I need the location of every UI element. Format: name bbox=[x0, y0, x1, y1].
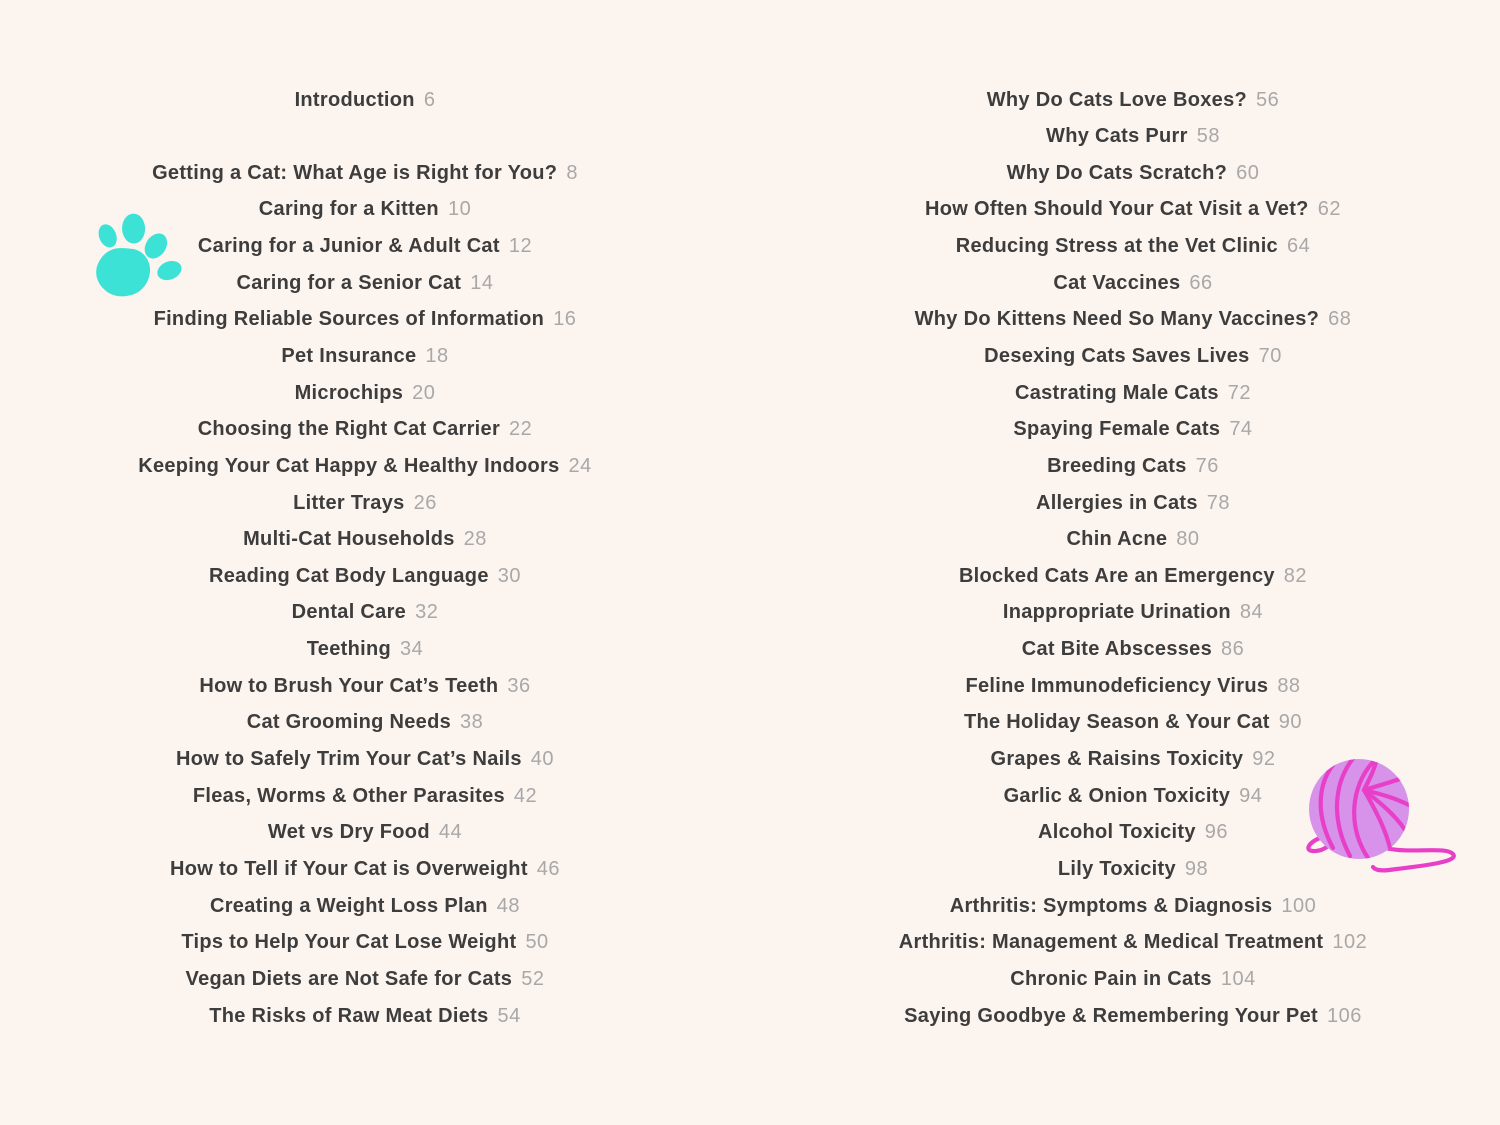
toc-entry-title: Feline Immunodeficiency Virus bbox=[965, 674, 1269, 697]
toc-entry-title: Creating a Weight Loss Plan bbox=[209, 894, 488, 917]
toc-entry-page-number: 56 bbox=[1256, 88, 1280, 111]
toc-entry-page-number: 28 bbox=[463, 528, 487, 551]
toc-entry-page-number: 68 bbox=[1328, 308, 1352, 331]
toc-entry-title: Inappropriate Urination bbox=[1002, 601, 1231, 624]
toc-entry-page-number: 40 bbox=[530, 748, 555, 771]
toc-entry-title: Microchips bbox=[294, 381, 404, 404]
toc-entry-title: Reading Cat Body Language bbox=[209, 564, 489, 587]
toc-entry-page-number: 62 bbox=[1317, 198, 1341, 221]
toc-entry-title: Why Do Cats Scratch? bbox=[1006, 161, 1228, 184]
toc-entry bbox=[25, 155, 705, 192]
toc-entry bbox=[793, 595, 1473, 632]
toc-entry bbox=[793, 815, 1473, 852]
toc-entry-title: Arthritis: Management & Medical Treatment bbox=[898, 931, 1324, 954]
toc-entry-title: Castrating Male Cats bbox=[1014, 381, 1219, 404]
toc-entry bbox=[25, 741, 705, 778]
toc-entry-page-number: 78 bbox=[1206, 491, 1231, 514]
toc-entry-title: Finding Reliable Sources of Information bbox=[153, 308, 545, 331]
toc-entry-page-number: 20 bbox=[412, 381, 436, 404]
toc-entry-title: Why Do Cats Love Boxes? bbox=[986, 88, 1248, 111]
toc-entry bbox=[25, 778, 705, 815]
toc-entry-page-number: 24 bbox=[568, 454, 592, 477]
toc-entry-page-number: 50 bbox=[525, 931, 549, 954]
toc-left-column bbox=[25, 82, 705, 1035]
toc-entry-title: Cat Bite Abscesses bbox=[1021, 638, 1213, 661]
toc-entry-page-number: 38 bbox=[460, 711, 484, 734]
toc-entry-page-number: 72 bbox=[1227, 381, 1252, 404]
toc-entry-title: Caring for a Kitten bbox=[258, 198, 439, 221]
toc-entry-title: The Risks of Raw Meat Diets bbox=[209, 1004, 489, 1027]
toc-entry bbox=[793, 705, 1473, 742]
toc-entry-page-number: 8 bbox=[566, 161, 578, 184]
toc-entry bbox=[25, 228, 705, 265]
toc-entry bbox=[25, 265, 705, 302]
toc-entry-page-number: 12 bbox=[508, 235, 533, 258]
toc-entry bbox=[25, 192, 705, 229]
toc-entry-title: How to Safely Trim Your Cat’s Nails bbox=[175, 748, 522, 771]
toc-entry bbox=[25, 924, 705, 961]
toc-entry bbox=[25, 705, 705, 742]
toc-entry bbox=[25, 521, 705, 558]
toc-entry bbox=[793, 302, 1473, 339]
toc-entry-page-number: 54 bbox=[497, 1004, 521, 1027]
toc-entry-page-number: 36 bbox=[507, 674, 531, 697]
toc-entry-title: How to Tell if Your Cat is Overweight bbox=[169, 857, 528, 880]
toc-entry-title: Alcohol Toxicity bbox=[1037, 821, 1196, 844]
toc-entry-page-number: 74 bbox=[1229, 418, 1253, 441]
toc-entry-title: Multi-Cat Households bbox=[243, 528, 455, 551]
toc-entry-page-number: 80 bbox=[1176, 528, 1200, 551]
toc-entry bbox=[25, 631, 705, 668]
toc-entry bbox=[25, 998, 705, 1035]
toc-entry bbox=[25, 668, 705, 705]
toc-entry-title: Allergies in Cats bbox=[1035, 491, 1198, 514]
toc-entry-page-number: 44 bbox=[438, 821, 463, 844]
toc-entry-page-number: 10 bbox=[447, 198, 472, 221]
toc-entry-title: Pet Insurance bbox=[281, 344, 417, 367]
toc-entry-page-number: 82 bbox=[1283, 564, 1308, 587]
toc-entry bbox=[793, 521, 1473, 558]
toc-entry-title: Choosing the Right Cat Carrier bbox=[197, 418, 501, 441]
toc-entry bbox=[25, 815, 705, 852]
toc-entry-title: Grapes & Raisins Toxicity bbox=[990, 748, 1244, 771]
toc-entry bbox=[793, 265, 1473, 302]
toc-entry-title: Fleas, Worms & Other Parasites bbox=[192, 784, 505, 807]
toc-entry bbox=[25, 375, 705, 412]
toc-entry-title: Introduction bbox=[294, 88, 415, 111]
toc-entry-page-number: 34 bbox=[400, 638, 424, 661]
toc-entry-page-number: 92 bbox=[1252, 748, 1276, 771]
toc-entry bbox=[793, 778, 1473, 815]
toc-entry-page-number: 52 bbox=[521, 967, 545, 990]
toc-entry-title: How to Brush Your Cat’s Teeth bbox=[199, 674, 499, 697]
toc-entry-title: Lily Toxicity bbox=[1057, 857, 1176, 880]
toc-entry-title: How Often Should Your Cat Visit a Vet? bbox=[925, 198, 1309, 221]
toc-entry-title: Garlic & Onion Toxicity bbox=[1003, 784, 1231, 807]
toc-entry-title: Caring for a Senior Cat bbox=[236, 271, 462, 294]
toc-entry-title: Blocked Cats Are an Emergency bbox=[958, 564, 1275, 587]
toc-entry bbox=[25, 338, 705, 375]
toc-entry-page-number: 100 bbox=[1281, 894, 1317, 917]
toc-entry-title: Reducing Stress at the Vet Clinic bbox=[955, 235, 1278, 258]
toc-entry bbox=[25, 448, 705, 485]
toc-entry bbox=[25, 888, 705, 925]
toc-entry-page-number: 6 bbox=[423, 88, 436, 111]
toc-entry-title: Breeding Cats bbox=[1047, 454, 1187, 477]
toc-entry-page-number: 104 bbox=[1220, 967, 1256, 990]
toc-entry-title: Why Do Kittens Need So Many Vaccines? bbox=[914, 308, 1320, 331]
toc-entry-page-number: 48 bbox=[496, 894, 521, 917]
toc-entry-page-number: 64 bbox=[1286, 235, 1311, 258]
toc-entry-title: Caring for a Junior & Adult Cat bbox=[197, 235, 500, 258]
toc-entry-page-number: 106 bbox=[1326, 1004, 1362, 1027]
toc-entry-page-number: 16 bbox=[553, 308, 577, 331]
toc-entry-title: Spaying Female Cats bbox=[1013, 418, 1221, 441]
toc-entry-page-number: 32 bbox=[415, 601, 439, 624]
toc-entry-page-number: 96 bbox=[1204, 821, 1229, 844]
toc-entry bbox=[793, 228, 1473, 265]
toc-entry bbox=[25, 411, 705, 448]
toc-entry-title: Cat Vaccines bbox=[1053, 271, 1181, 294]
toc-entry-page-number: 22 bbox=[509, 418, 533, 441]
toc-entry-title: Chin Acne bbox=[1066, 528, 1168, 551]
toc-entry bbox=[793, 485, 1473, 522]
toc-entry bbox=[25, 558, 705, 595]
toc-entry bbox=[793, 192, 1473, 229]
toc-entry-title: The Holiday Season & Your Cat bbox=[963, 711, 1270, 734]
toc-entry-page-number: 94 bbox=[1239, 784, 1263, 807]
toc-entry bbox=[793, 448, 1473, 485]
toc-entry-page-number: 86 bbox=[1221, 638, 1245, 661]
toc-entry-page-number: 14 bbox=[470, 271, 494, 294]
toc-entry bbox=[25, 82, 705, 119]
toc-entry-page-number: 98 bbox=[1184, 857, 1209, 880]
toc-entry-page-number: 90 bbox=[1278, 711, 1303, 734]
toc-entry bbox=[793, 851, 1473, 888]
toc-entry-page-number: 88 bbox=[1277, 674, 1301, 697]
toc-entry bbox=[793, 82, 1473, 119]
toc-right-column bbox=[793, 82, 1473, 1035]
toc-entry bbox=[793, 558, 1473, 595]
toc-entry bbox=[25, 485, 705, 522]
toc-entry-title: Cat Grooming Needs bbox=[246, 711, 452, 734]
toc-entry-title: Chronic Pain in Cats bbox=[1010, 967, 1212, 990]
toc-entry-page-number: 102 bbox=[1332, 931, 1368, 954]
toc-entry bbox=[793, 998, 1473, 1035]
toc-entry-page-number: 18 bbox=[425, 344, 449, 367]
toc-entry-title: Dental Care bbox=[291, 601, 407, 624]
toc-entry bbox=[793, 668, 1473, 705]
toc-entry-title: Saying Goodbye & Remembering Your Pet bbox=[904, 1004, 1318, 1027]
toc-entry bbox=[793, 118, 1473, 155]
toc-entry-title: Litter Trays bbox=[293, 491, 405, 514]
toc-entry-title: Vegan Diets are Not Safe for Cats bbox=[185, 967, 513, 990]
toc-entry-page-number: 58 bbox=[1196, 125, 1220, 148]
toc-entry bbox=[25, 302, 705, 339]
toc-entry-page-number: 46 bbox=[536, 857, 561, 880]
toc-entry-title: Arthritis: Symptoms & Diagnosis bbox=[949, 894, 1273, 917]
toc-entry bbox=[793, 924, 1473, 961]
toc-entry-page-number: 76 bbox=[1195, 454, 1219, 477]
toc-entry-title: Keeping Your Cat Happy & Healthy Indoors bbox=[138, 454, 560, 477]
toc-entry-title: Tips to Help Your Cat Lose Weight bbox=[181, 931, 517, 954]
toc-entry bbox=[793, 375, 1473, 412]
toc-entry bbox=[25, 851, 705, 888]
toc-entry-page-number: 70 bbox=[1258, 344, 1282, 367]
toc-entry-page-number: 30 bbox=[497, 564, 521, 587]
toc-entry bbox=[793, 961, 1473, 998]
toc-entry bbox=[793, 411, 1473, 448]
toc-entry-title: Wet vs Dry Food bbox=[267, 821, 430, 844]
toc-entry-page-number: 42 bbox=[513, 784, 538, 807]
toc-entry-title: Teething bbox=[306, 638, 391, 661]
toc-entry-page-number: 66 bbox=[1189, 271, 1213, 294]
toc-entry-title: Why Cats Purr bbox=[1046, 125, 1188, 148]
toc-entry bbox=[25, 595, 705, 632]
toc-entry-page-number: 84 bbox=[1239, 601, 1264, 624]
toc-entry-title: Desexing Cats Saves Lives bbox=[984, 344, 1250, 367]
toc-entry-title: Getting a Cat: What Age is Right for You? bbox=[152, 161, 558, 184]
toc-entry bbox=[25, 961, 705, 998]
toc-entry bbox=[793, 155, 1473, 192]
toc-entry-page-number: 60 bbox=[1236, 161, 1260, 184]
toc-entry bbox=[793, 631, 1473, 668]
toc-entry-page-number: 26 bbox=[413, 491, 437, 514]
toc-entry bbox=[793, 741, 1473, 778]
toc-entry bbox=[793, 338, 1473, 375]
toc-entry bbox=[793, 888, 1473, 925]
